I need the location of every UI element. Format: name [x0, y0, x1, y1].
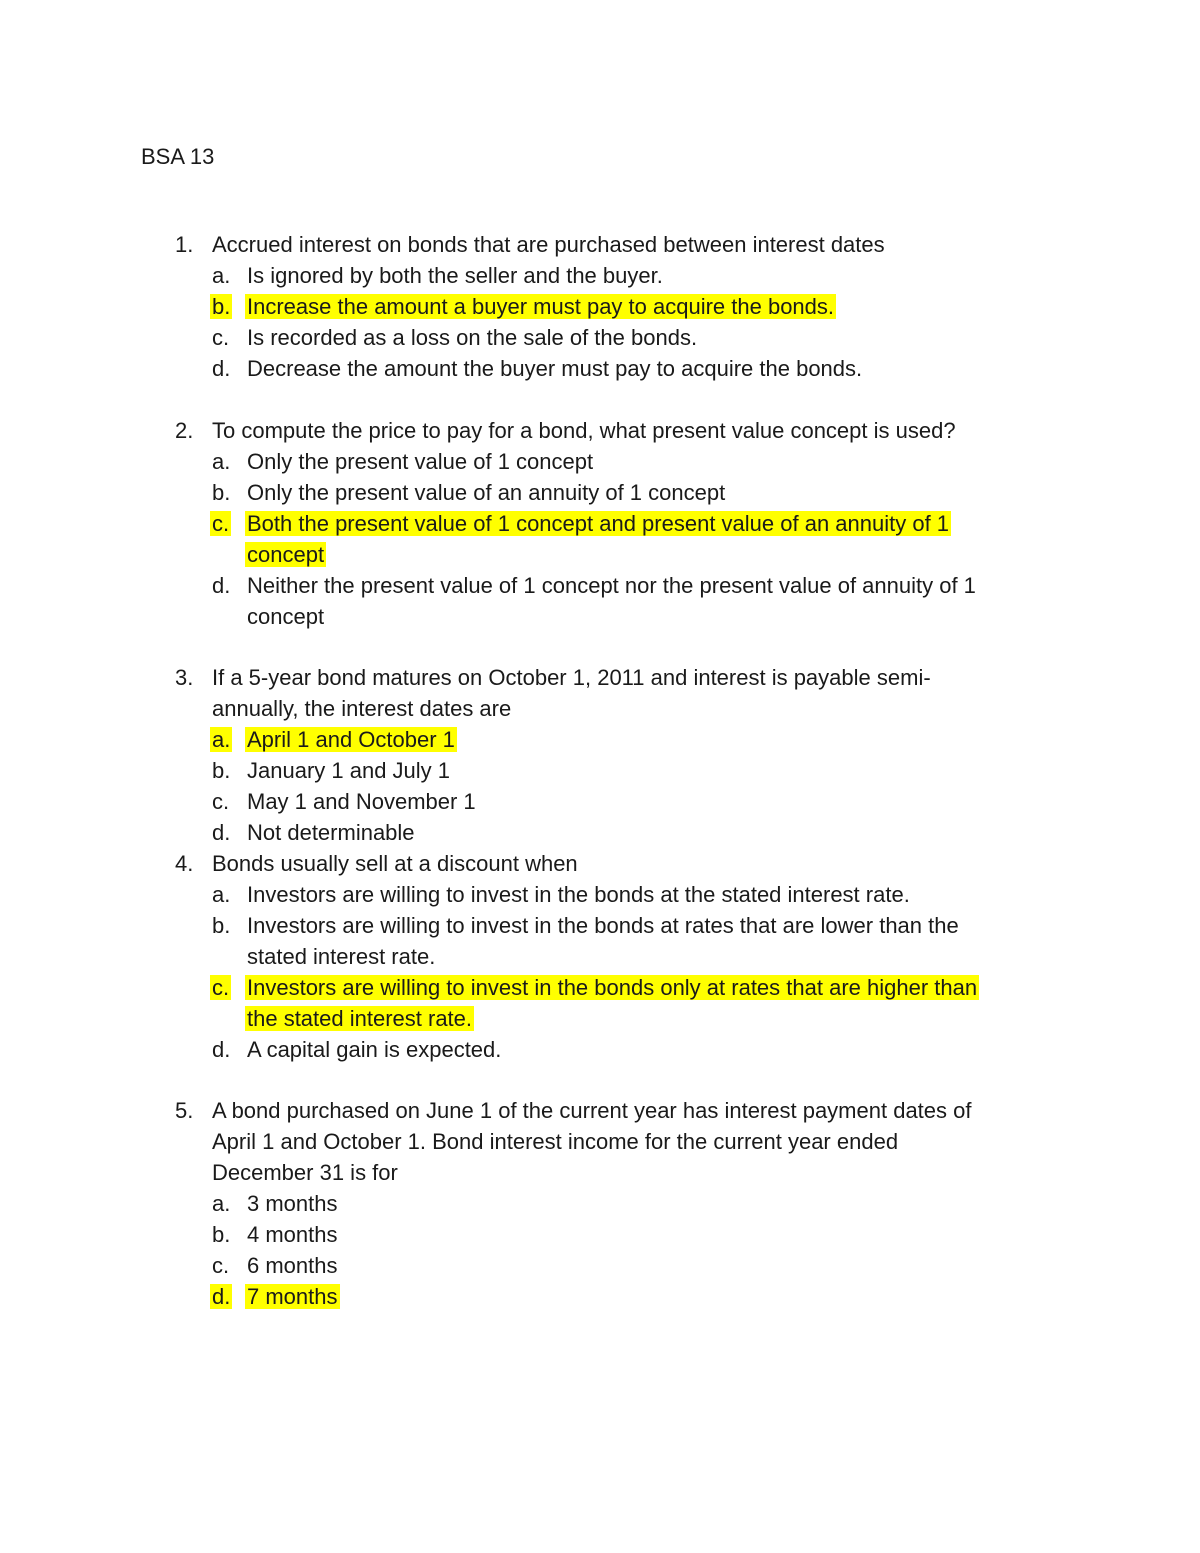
question-text	[212, 1095, 971, 1126]
option-letter-text: b.	[212, 913, 231, 938]
question-text-text: If a 5-year bond matures on October 1, 2011 and interest is payable semi-	[212, 665, 931, 690]
option-letter	[212, 291, 232, 322]
option-text	[247, 260, 663, 291]
option-text-text: Neither the present value of 1 concept nor the present value of annuity of 1	[247, 573, 976, 598]
option-letter-text: b.	[212, 1222, 231, 1247]
option-letter	[212, 508, 231, 539]
option-text-text: Investors are willing to invest in the bonds at the stated interest rate.	[247, 882, 910, 907]
answer-option-text	[247, 539, 326, 570]
option-letter-text: d.	[212, 820, 231, 845]
option-text	[247, 1188, 338, 1219]
option-letter	[212, 477, 230, 508]
option-letter-text: c.	[212, 1253, 230, 1278]
option-text	[247, 817, 415, 848]
question-number-text: 1.	[175, 232, 194, 257]
answer-option-text-text: 7 months	[247, 1284, 338, 1309]
question-number	[175, 848, 193, 879]
question-number-text: 5.	[175, 1098, 194, 1123]
option-text	[247, 322, 697, 353]
option-text-text: concept	[247, 604, 325, 629]
question-number	[175, 415, 193, 446]
document-title: BSA 13	[141, 144, 215, 169]
option-text-text: A capital gain is expected.	[247, 1037, 502, 1062]
question-text-text: December 31 is for	[212, 1160, 398, 1185]
option-text	[247, 601, 324, 632]
option-letter	[212, 260, 230, 291]
question-text-text: annually, the interest dates are	[212, 696, 512, 721]
answer-option-text	[247, 972, 979, 1003]
option-letter	[212, 1034, 230, 1065]
option-text-text: Not determinable	[247, 820, 415, 845]
answer-option-text-text: April 1 and October 1	[247, 727, 455, 752]
answer-option-text-text: Both the present value of 1 concept and present value of an annuity of 1	[247, 511, 950, 536]
option-letter	[212, 353, 230, 384]
question-text-text: A bond purchased on June 1 of the current year has interest payment dates of	[212, 1098, 972, 1123]
option-letter	[212, 446, 230, 477]
question-text	[212, 415, 956, 446]
question-text	[212, 229, 885, 260]
option-text	[247, 1034, 501, 1065]
option-letter-text: b.	[212, 480, 231, 505]
option-letter	[212, 910, 230, 941]
option-text-text: January 1 and July 1	[247, 758, 451, 783]
question-number	[175, 229, 193, 260]
answer-option-text	[247, 1281, 340, 1312]
option-text-text: Is recorded as a loss on the sale of the bonds.	[247, 325, 698, 350]
option-text	[247, 446, 593, 477]
option-text	[247, 910, 959, 941]
answer-option-text-text: Increase the amount a buyer must pay to acquire the bonds.	[247, 294, 835, 319]
question-text-text: Bonds usually sell at a discount when	[212, 851, 578, 876]
option-text	[247, 353, 862, 384]
option-letter-text: d.	[212, 573, 231, 598]
question-text-text: Accrued interest on bonds that are purchased between interest dates	[212, 232, 885, 257]
answer-option-text	[247, 1003, 474, 1034]
answer-option-text-text: Investors are willing to invest in the bonds only at rates that are higher than	[247, 975, 978, 1000]
question-number	[175, 662, 193, 693]
option-letter-text: c.	[212, 511, 230, 536]
option-letter-text: d.	[212, 1037, 231, 1062]
option-text-text: 3 months	[247, 1191, 338, 1216]
option-letter	[212, 817, 230, 848]
answer-option-text-text: the stated interest rate.	[247, 1006, 473, 1031]
question-text	[212, 662, 931, 693]
question-number-text: 4.	[175, 851, 194, 876]
question-text-text: To compute the price to pay for a bond, what present value concept is used?	[212, 418, 956, 443]
option-letter-text: c.	[212, 789, 230, 814]
answer-option-text	[247, 724, 457, 755]
question-text	[212, 1157, 398, 1188]
option-letter	[212, 972, 231, 1003]
option-text-text: Decrease the amount the buyer must pay to acquire the bonds.	[247, 356, 863, 381]
option-letter	[212, 1219, 230, 1250]
answer-option-text	[247, 291, 836, 322]
option-letter	[212, 1281, 232, 1312]
option-text	[247, 941, 435, 972]
option-letter	[212, 1250, 229, 1281]
option-text-text: Investors are willing to invest in the bonds at rates that are lower than the	[247, 913, 959, 938]
option-text-text: stated interest rate.	[247, 944, 436, 969]
question-number	[175, 1095, 193, 1126]
option-text	[247, 477, 725, 508]
answer-option-text	[247, 508, 951, 539]
option-letter	[212, 755, 230, 786]
option-letter-text: b.	[212, 758, 231, 783]
option-text	[247, 1219, 338, 1250]
question-number-text: 2.	[175, 418, 194, 443]
option-letter	[212, 570, 230, 601]
answer-option-text-text: concept	[247, 542, 325, 567]
option-letter-text: a.	[212, 263, 231, 288]
question-text	[212, 693, 511, 724]
option-text-text: 6 months	[247, 1253, 338, 1278]
option-letter-text: a.	[212, 1191, 231, 1216]
option-text	[247, 1250, 338, 1281]
option-text-text: Only the present value of an annuity of 1 concept	[247, 480, 726, 505]
option-letter-text: a.	[212, 727, 231, 752]
option-text-text: Is ignored by both the seller and the buyer.	[247, 263, 663, 288]
option-text	[247, 786, 476, 817]
question-text-text: April 1 and October 1. Bond interest income for the current year ended	[212, 1129, 899, 1154]
option-letter	[212, 879, 230, 910]
option-text	[247, 879, 910, 910]
option-letter	[212, 724, 232, 755]
option-letter	[212, 1188, 230, 1219]
option-letter-text: a.	[212, 449, 231, 474]
option-text	[247, 755, 450, 786]
option-letter-text: c.	[212, 975, 230, 1000]
option-text	[247, 570, 976, 601]
option-letter-text: b.	[212, 294, 231, 319]
option-letter-text: d.	[212, 1284, 231, 1309]
option-letter-text: d.	[212, 356, 231, 381]
option-letter-text: a.	[212, 882, 231, 907]
option-letter-text: c.	[212, 325, 230, 350]
question-number-text: 3.	[175, 665, 194, 690]
question-text	[212, 848, 578, 879]
question-text	[212, 1126, 898, 1157]
option-letter	[212, 786, 229, 817]
option-text-text: May 1 and November 1	[247, 789, 476, 814]
option-text-text: Only the present value of 1 concept	[247, 449, 594, 474]
option-text-text: 4 months	[247, 1222, 338, 1247]
option-letter	[212, 322, 229, 353]
